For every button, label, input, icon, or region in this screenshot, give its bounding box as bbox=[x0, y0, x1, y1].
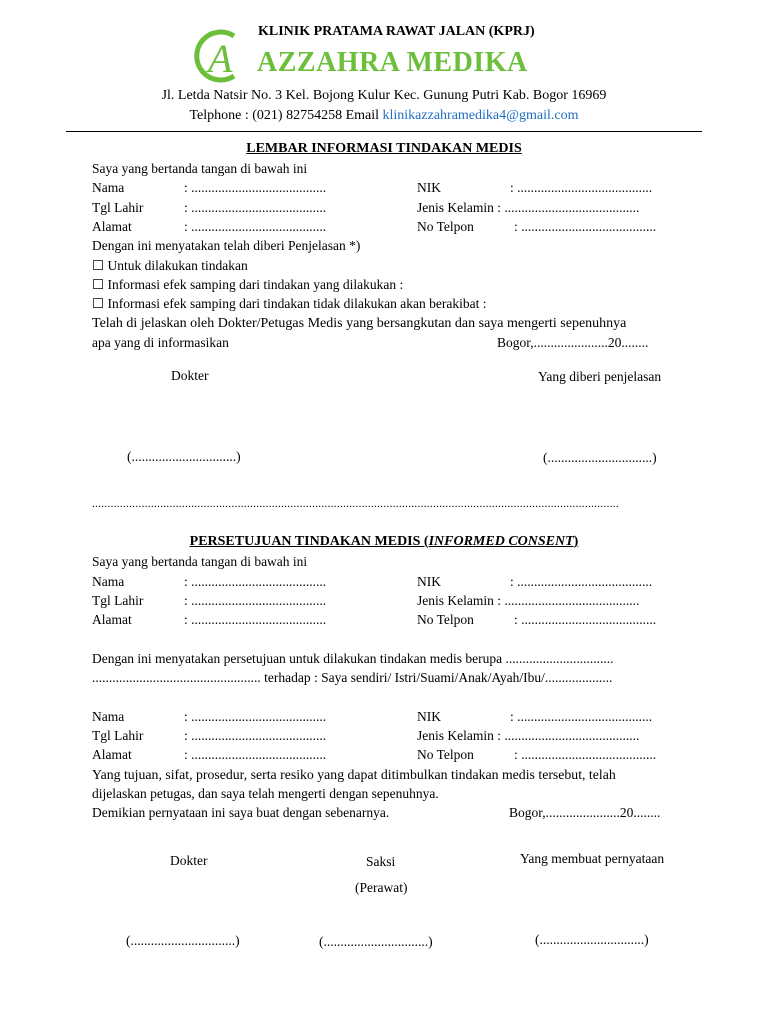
signature-blank-witness: (...............................) bbox=[319, 934, 433, 949]
consent-statement: Dengan ini menyatakan persetujuan untuk dilakukan tindakan medis berupa ................................ bbox=[92, 651, 614, 666]
blank-nik: : ........................................ bbox=[510, 180, 653, 195]
label-jenis-kelamin: Jenis Kelamin : ........................................ bbox=[417, 593, 640, 608]
label-nama: Nama bbox=[92, 709, 125, 724]
sign-label-doctor: Dokter bbox=[170, 853, 208, 868]
blank-no-telpon: : ........................................ bbox=[514, 747, 657, 762]
label-alamat: Alamat bbox=[92, 747, 132, 762]
blank-alamat: : ........................................ bbox=[184, 219, 327, 234]
cut-line: .......................................................................................................................................................................... bbox=[92, 498, 619, 510]
blank-nik: : ........................................ bbox=[510, 574, 653, 589]
label-no-telpon: No Telpon bbox=[417, 612, 474, 627]
label-no-telpon: No Telpon bbox=[417, 219, 474, 234]
signature-blank-recipient: (...............................) bbox=[543, 450, 657, 465]
label-nik: NIK bbox=[417, 180, 441, 195]
blank-tgl-lahir: : ........................................ bbox=[184, 200, 327, 215]
sign-label-recipient: Yang diberi penjelasan bbox=[538, 369, 662, 384]
label-jenis-kelamin: Jenis Kelamin : ........................................ bbox=[417, 200, 640, 215]
signature-blank-maker: (...............................) bbox=[535, 932, 649, 947]
signature-blank-doctor: (...............................) bbox=[126, 933, 240, 948]
email-link[interactable]: klinikazzahramedika4@gmail.com bbox=[382, 108, 579, 123]
label-no-telpon: No Telpon bbox=[417, 747, 474, 762]
label-nik: NIK bbox=[417, 574, 441, 589]
blank-tgl-lahir: : ........................................ bbox=[184, 593, 327, 608]
purpose-text: Yang tujuan, sifat, prosedur, serta resiko yang dapat ditimbulkan tindakan medis tersebut, telah bbox=[92, 767, 616, 782]
explained-text: Telah di jelaskan oleh Dokter/Petugas Medis yang bersangkutan dan saya mengerti sepenuhnya bbox=[92, 316, 627, 331]
clinic-logo bbox=[188, 26, 250, 90]
section2-intro: Saya yang bertanda tangan di bawah ini bbox=[92, 554, 308, 569]
place-date: Bogor,......................20........ bbox=[509, 805, 661, 820]
consent-statement: .................................................. terhadap : Saya sendiri/ Istri/Suami/Anak/Ayah/Ibu/.................... bbox=[92, 670, 613, 685]
clinic-name: AZZAHRA MEDIKA bbox=[257, 47, 528, 78]
label-alamat: Alamat bbox=[92, 219, 132, 234]
option-checkbox[interactable]: ☐ Untuk dilakukan tindakan bbox=[92, 258, 248, 273]
label-tgl-lahir: Tgl Lahir bbox=[92, 593, 144, 608]
signature-blank-doctor: (...............................) bbox=[127, 449, 241, 464]
explanation-statement: Dengan ini menyatakan telah diberi Penjelasan *) bbox=[92, 238, 361, 253]
blank-nik: : ........................................ bbox=[510, 709, 653, 724]
sign-label-witness: Saksi bbox=[366, 854, 396, 869]
svg-text:A: A bbox=[208, 36, 233, 81]
blank-nama: : ........................................ bbox=[184, 709, 327, 724]
sign-label-witness-role: (Perawat) bbox=[355, 880, 408, 895]
clinic-contact bbox=[0, 108, 768, 124]
blank-alamat: : ........................................ bbox=[184, 747, 327, 762]
closing-text: Demikian pernyataan ini saya buat dengan sebenarnya. bbox=[92, 805, 390, 820]
section2-title: PERSETUJUAN TINDAKAN MEDIS (INFORMED CONSENT) bbox=[189, 534, 579, 549]
clinic-address: Jl. Letda Natsir No. 3 Kel. Bojong Kulur Kec. Gunung Putri Kab. Bogor 16969 bbox=[161, 88, 607, 103]
label-jenis-kelamin: Jenis Kelamin : ........................................ bbox=[417, 728, 640, 743]
label-tgl-lahir: Tgl Lahir bbox=[92, 728, 144, 743]
option-checkbox[interactable]: ☐ Informasi efek samping dari tindakan tidak dilakukan akan berakibat : bbox=[92, 296, 487, 311]
blank-nama: : ........................................ bbox=[184, 574, 327, 589]
label-alamat: Alamat bbox=[92, 612, 132, 627]
label-nama: Nama bbox=[92, 180, 125, 195]
sign-label-doctor: Dokter bbox=[171, 368, 209, 383]
blank-no-telpon: : ........................................ bbox=[514, 219, 657, 234]
label-nama: Nama bbox=[92, 574, 125, 589]
section1-title: LEMBAR INFORMASI TINDAKAN MEDIS bbox=[246, 141, 522, 156]
blank-alamat: : ........................................ bbox=[184, 612, 327, 627]
option-checkbox[interactable]: ☐ Informasi efek samping dari tindakan yang dilakukan : bbox=[92, 277, 404, 292]
header-rule bbox=[66, 131, 702, 132]
label-nik: NIK bbox=[417, 709, 441, 724]
section1-intro: Saya yang bertanda tangan di bawah ini bbox=[92, 161, 308, 176]
blank-nama: : ........................................ bbox=[184, 180, 327, 195]
clinic-type: KLINIK PRATAMA RAWAT JALAN (KPRJ) bbox=[258, 24, 535, 39]
blank-tgl-lahir: : ........................................ bbox=[184, 728, 327, 743]
phone-text: Telphone : (021) 82754258 Email bbox=[189, 108, 383, 123]
purpose-text: dijelaskan petugas, dan saya telah mengerti dengan sepenuhnya. bbox=[92, 786, 439, 801]
label-tgl-lahir: Tgl Lahir bbox=[92, 200, 144, 215]
explained-text: apa yang di informasikan bbox=[92, 335, 229, 350]
sign-label-maker: Yang membuat pernyataan bbox=[520, 851, 665, 866]
place-date: Bogor,......................20........ bbox=[497, 335, 649, 350]
blank-no-telpon: : ........................................ bbox=[514, 612, 657, 627]
